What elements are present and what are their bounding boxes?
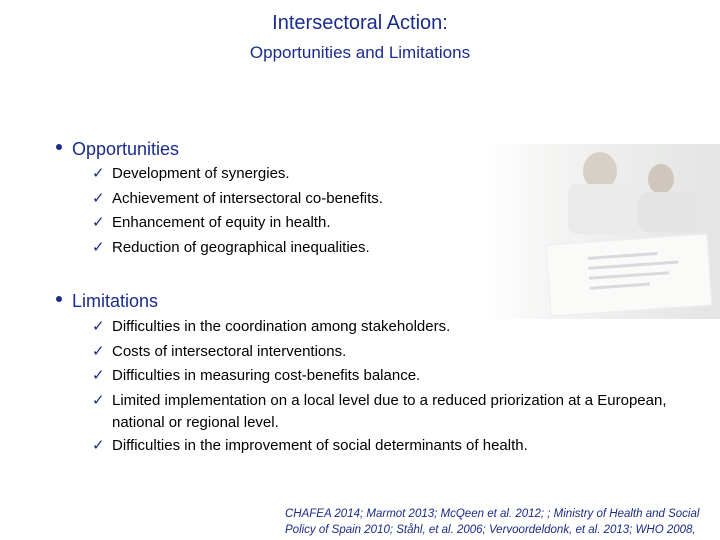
list-item <box>92 389 682 434</box>
checkmark-icon: ✓ <box>92 238 105 256</box>
list-item <box>92 211 383 236</box>
list-item <box>92 236 383 261</box>
references-line-1: CHAFEA 2014; Marmot 2013; McQeen et al. 2012; ; Ministry of Health and Social <box>285 508 700 520</box>
checkmark-icon: ✓ <box>92 189 105 207</box>
list-item-text: Achievement of intersectoral co-benefits. <box>112 189 383 207</box>
list-item-text: Enhancement of equity in health. <box>112 214 331 231</box>
list-item <box>92 364 682 389</box>
opportunities-list <box>92 162 383 260</box>
checkmark-icon: ✓ <box>92 318 105 335</box>
list-item <box>92 340 682 365</box>
list-item <box>92 162 383 187</box>
list-item-text: Development of synergies. <box>112 165 290 182</box>
list-item-text: Limited implementation on a local level due to a reduced priorization at a European, national or regional level. <box>112 391 667 431</box>
limitations-list <box>92 315 682 458</box>
checkmark-icon: ✓ <box>92 342 105 360</box>
checkmark-icon: ✓ <box>92 367 105 384</box>
checkmark-icon: ✓ <box>92 165 105 182</box>
list-item <box>92 187 383 212</box>
list-item <box>92 315 682 340</box>
opportunities-header <box>56 138 179 160</box>
checkmark-icon: ✓ <box>92 436 105 454</box>
slide-subtitle: Opportunities and Limitations <box>249 43 471 62</box>
list-item-text: Reduction of geographical inequalities. <box>112 238 370 256</box>
list-item-text: Difficulties in the improvement of social determinants of health. <box>112 436 528 454</box>
references-line-2: Policy of Spain 2010; Ståhl, et al. 2006; Vervoordeldonk, et al. 2013; WHO 2008, <box>285 524 696 536</box>
decorative-photo <box>488 144 720 319</box>
round-bullet-icon <box>56 144 62 150</box>
list-item-text: Difficulties in the coordination among stakeholders. <box>112 318 451 335</box>
checkmark-icon: ✓ <box>92 391 105 409</box>
list-item-text: Difficulties in measuring cost-benefits balance. <box>112 367 421 384</box>
checkmark-icon: ✓ <box>92 214 105 231</box>
limitations-header-label: Limitations <box>72 291 159 311</box>
opportunities-header-label: Opportunities <box>72 139 180 159</box>
slide-title: Intersectoral Action: <box>272 12 448 34</box>
list-item <box>92 434 682 459</box>
round-bullet-icon <box>56 296 62 302</box>
list-item-text: Costs of intersectoral interventions. <box>112 342 347 360</box>
references <box>285 506 720 538</box>
limitations-header <box>56 290 158 312</box>
